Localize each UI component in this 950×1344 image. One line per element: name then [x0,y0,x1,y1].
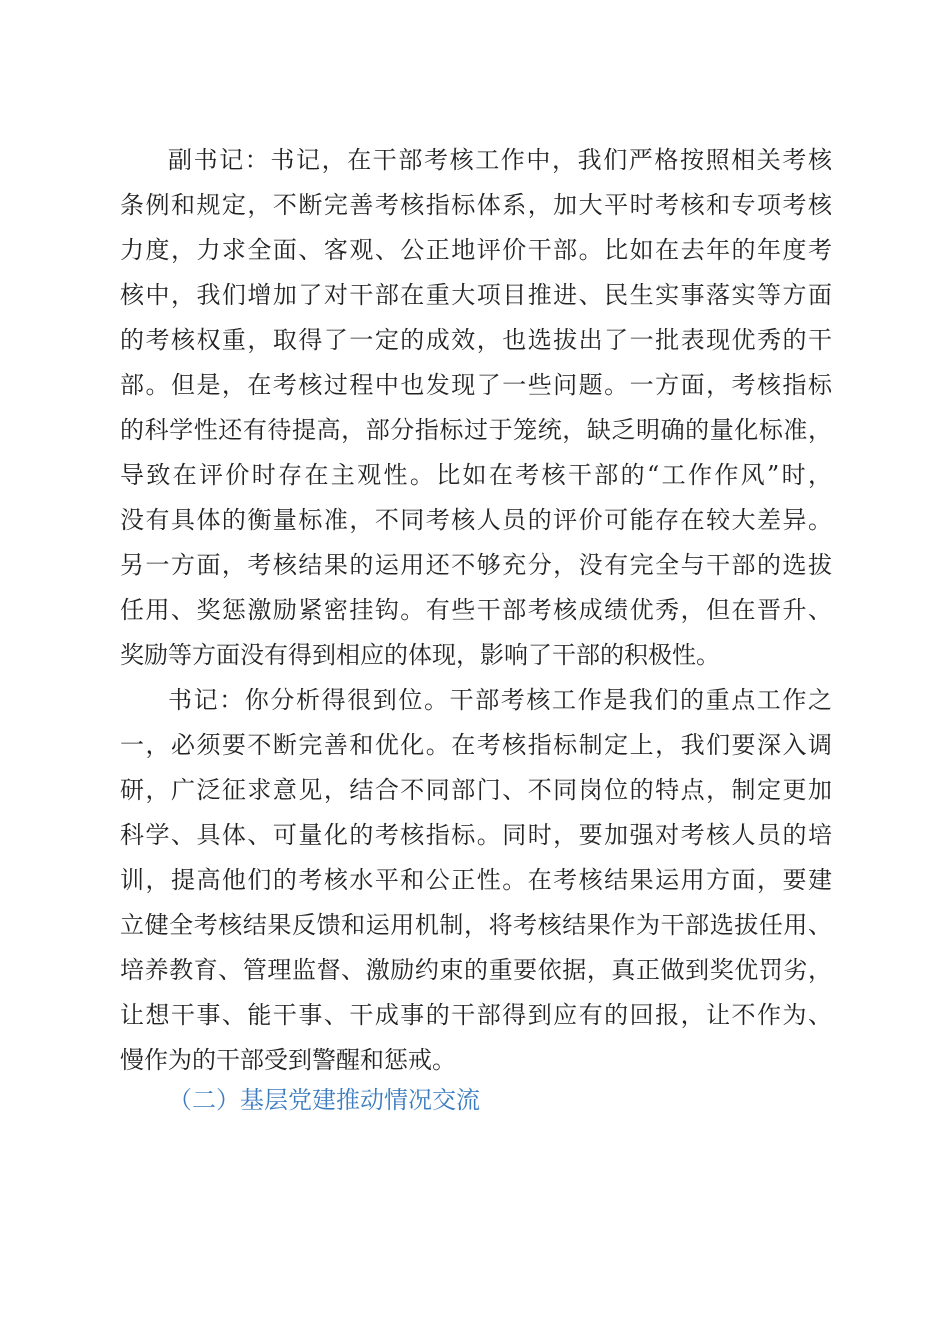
paragraph-secretary [120,678,832,1083]
paragraph-line: 部。但是，在考核过程中也发现了一些问题。一方面，考核指标 [120,371,832,399]
paragraph-line: 慢作为的干部受到警醒和惩戒。 [120,1046,456,1074]
paragraph-line: 一，必须要不断完善和优化。在考核指标制定上，我们要深入调 [120,731,832,759]
paragraph-line: 的考核权重，取得了一定的成效，也选拔出了一批表现优秀的干 [120,326,832,354]
paragraph-line: 力度，力求全面、客观、公正地评价干部。比如在去年的年度考 [120,236,832,264]
paragraph-line: 立健全考核结果反馈和运用机制，将考核结果作为干部选拔任用、 [120,911,832,939]
section-heading: （二）基层党建推动情况交流 [168,1086,480,1114]
paragraph-line: 任用、奖惩激励紧密挂钩。有些干部考核成绩优秀，但在晋升、 [120,596,832,624]
paragraph-line: 没有具体的衡量标准，不同考核人员的评价可能存在较大差异。 [120,506,832,534]
paragraph-line: 研，广泛征求意见，结合不同部门、不同岗位的特点，制定更加 [120,776,832,804]
paragraph-line: 奖励等方面没有得到相应的体现，影响了干部的积极性。 [120,641,720,669]
paragraph-line: 科学、具体、可量化的考核指标。同时，要加强对考核人员的培 [120,821,832,849]
paragraph-line: 的科学性还有待提高，部分指标过于笼统，缺乏明确的量化标准， [120,416,832,444]
paragraph-line: 条例和规定，不断完善考核指标体系，加大平时考核和专项考核 [120,191,832,219]
paragraph-line: 培养教育、管理监督、激励约束的重要依据，真正做到奖优罚劣， [120,956,832,984]
paragraph-line: 另一方面，考核结果的运用还不够充分，没有完全与干部的选拔 [120,551,832,579]
paragraph-deputy-secretary [120,138,832,678]
paragraph-line: 导致在评价时存在主观性。比如在考核干部的“工作作风”时， [120,461,832,489]
paragraph-line: 书记：你分析得很到位。干部考核工作是我们的重点工作之 [168,686,832,714]
paragraph-line: 核中，我们增加了对干部在重大项目推进、民生实事落实等方面 [120,281,832,309]
paragraph-line: 训，提高他们的考核水平和公正性。在考核结果运用方面，要建 [120,866,832,894]
paragraph-line: 让想干事、能干事、干成事的干部得到应有的回报，让不作为、 [120,1001,832,1029]
paragraph-line: 副书记：书记，在干部考核工作中，我们严格按照相关考核 [168,146,832,174]
